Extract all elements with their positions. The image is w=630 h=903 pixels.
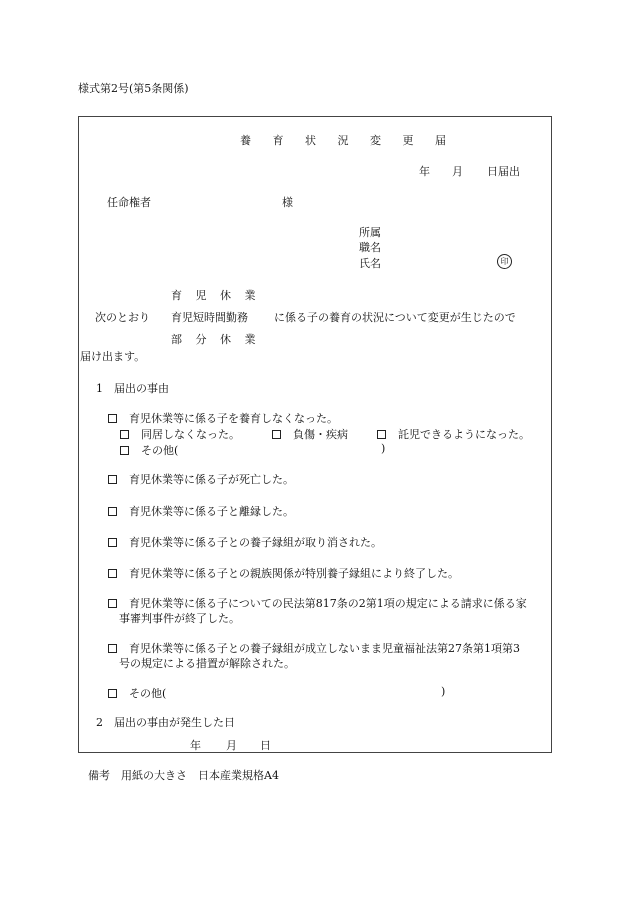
sub-reason-other (120, 442, 178, 458)
occurrence-month: 月 (226, 739, 237, 752)
checkbox[interactable] (120, 446, 129, 455)
reason-other-close: ) (441, 685, 446, 698)
sub-reason-item (272, 426, 348, 442)
reason-item (108, 534, 382, 550)
name-label: 氏名 (359, 257, 381, 270)
reason-text: 育児休業等に係る子を養育しなくなった。 (129, 412, 338, 425)
form-title: 養 育 状 況 変 更 届 (240, 134, 455, 147)
sub-reason-item (377, 426, 530, 442)
reason-text: 育児休業等に係る子についての民法第817条の2第1項の規定による請求に係る家 (129, 597, 527, 610)
position-label: 職名 (359, 241, 381, 254)
date-year: 年 (419, 165, 430, 178)
intro-lead: 次のとおり (95, 311, 150, 324)
reason-text: 育児休業等に係る子との養子縁組が取り消された。 (129, 536, 382, 549)
checkbox[interactable] (377, 430, 386, 439)
checkbox[interactable] (108, 689, 117, 698)
note: 備考 用紙の大きさ 日本産業規格A4 (88, 769, 279, 782)
leave-type-partial: 部 分 休 業 (171, 333, 261, 346)
checkbox[interactable] (108, 507, 117, 516)
affiliation-label: 所属 (359, 226, 381, 239)
sub-reason-text: 同居しなくなった。 (141, 428, 240, 441)
section1-title: 1 届出の事由 (96, 382, 169, 395)
addressee-honorific: 様 (282, 196, 293, 209)
intro-tail: に係る子の養育の状況について変更が生じたので (274, 311, 516, 324)
reason-item (108, 565, 459, 581)
sub-reason-other-close: ) (381, 442, 386, 455)
reason-text: 育児休業等に係る子との親族関係が特別養子縁組により終了した。 (129, 567, 459, 580)
checkbox[interactable] (108, 538, 117, 547)
reason-other (108, 685, 166, 701)
checkbox[interactable] (108, 475, 117, 484)
reason-text: 育児休業等に係る子が死亡した。 (129, 473, 294, 486)
sub-reason-item (120, 426, 240, 442)
reason-item (108, 595, 527, 611)
seal-mark: 印 (497, 254, 512, 269)
occurrence-day: 日 (260, 739, 271, 752)
other-open: その他( (129, 687, 167, 700)
checkbox[interactable] (108, 644, 117, 653)
checkbox[interactable] (272, 430, 281, 439)
reason-item (108, 471, 294, 487)
sub-reason-text: 負傷・疾病 (293, 428, 348, 441)
addressee-label: 任命権者 (107, 196, 151, 209)
checkbox[interactable] (108, 599, 117, 608)
form-number: 様式第2号(第5条関係) (78, 82, 189, 95)
reason-text-continued: 号の規定による措置が解除された。 (119, 657, 295, 670)
reason-item (108, 503, 294, 519)
intro-end: 届け出ます。 (80, 350, 146, 363)
date-day: 日届出 (487, 165, 520, 178)
reason-text: 育児休業等に係る子と離縁した。 (129, 505, 294, 518)
date-month: 月 (452, 165, 463, 178)
checkbox[interactable] (108, 414, 117, 423)
occurrence-year: 年 (190, 739, 201, 752)
checkbox[interactable] (108, 569, 117, 578)
checkbox[interactable] (120, 430, 129, 439)
leave-type-short-hours: 育児短時間勤務 (171, 311, 248, 324)
section2-title: 2 届出の事由が発生した日 (96, 716, 235, 729)
reason-item (108, 410, 338, 426)
sub-reason-text: 託児できるようになった。 (398, 428, 530, 441)
leave-type-childcare: 育 児 休 業 (171, 289, 261, 302)
reason-text-continued: 事審判事件が終了した。 (119, 612, 240, 625)
reason-item (108, 640, 520, 656)
other-open: その他( (141, 444, 179, 457)
reason-text: 育児休業等に係る子との養子縁組が成立しないまま児童福祉法第27条第1項第3 (129, 642, 520, 655)
